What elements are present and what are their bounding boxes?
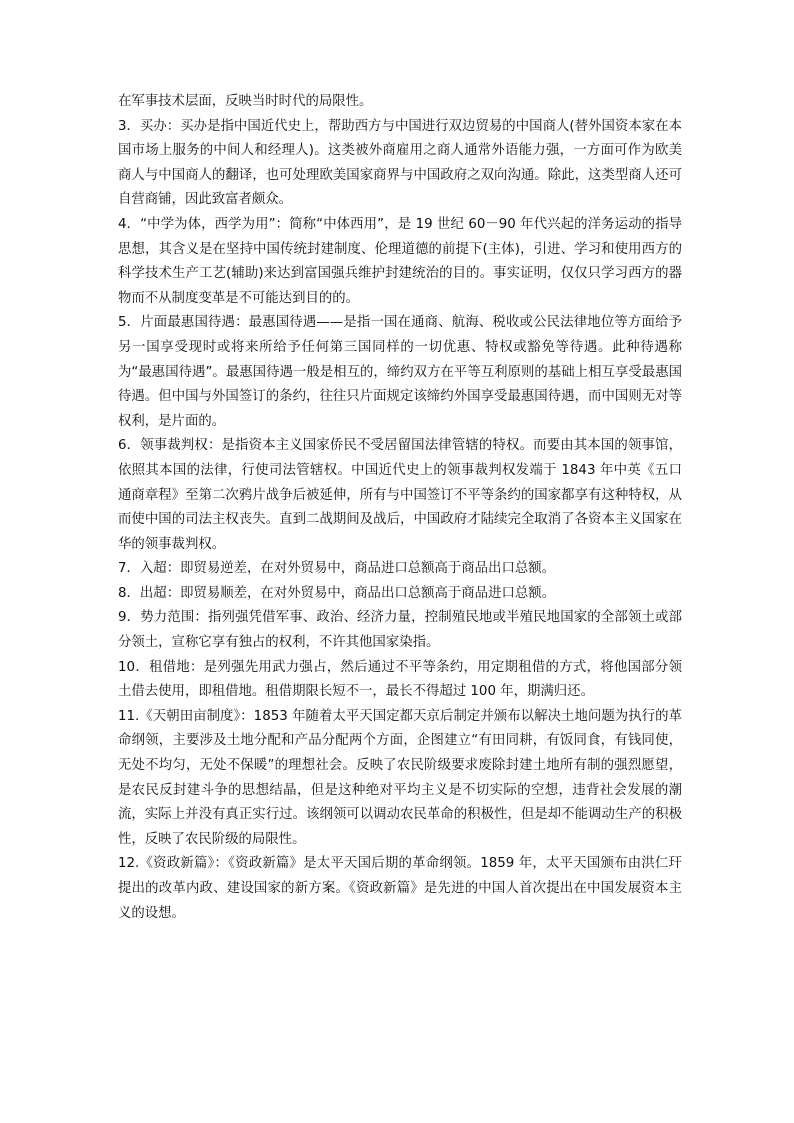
paragraph-unilateral-most-favored-nation: 5．片面最惠国待遇：最惠国待遇——是指一国在通商、航海、税收或公民法律地位等方面给予另一国享受现时或将来所给予任何第三国同样的一切优惠、特权或豁免等待遇。此种待遇称为“最惠国待遇”。最惠国待遇一般是相互的，缔约双方在平等互利原则的基础上相互享受最惠国待遇。但中国与外国签订的条约，往往只片面规定该缔约外国享受最惠国待遇，而中国则无对等权利，是片面的。	[118, 315, 682, 429]
paragraph-leased-territory: 10．租借地：是列强先用武力强占，然后通过不平等条约，用定期租借的方式，将他国部分领土借去使用，即租借地。租借期限长短不一，最长不得超过 100 年，期满归还。	[118, 659, 682, 700]
paragraph-trade-deficit: 7．入超：即贸易逆差，在对外贸易中，商品进口总额高于商品出口总额。	[118, 561, 556, 577]
paragraph-continuation: 在军事技术层面，反映当时时代的局限性。	[118, 94, 373, 109]
document-page	[118, 90, 682, 926]
paragraph-trade-surplus: 8．出超：即贸易顺差，在对外贸易中，商品出口总额高于商品进口总额。	[118, 585, 556, 601]
paragraph-new-treatise-on-government: 12.《资政新篇》：《资政新篇》是太平天国后期的革命纲领。1859 年，太平天国颁布由洪仁玕提出的改革内政、建设国家的新方案。《资政新篇》是先进的中国人首次提出在中国发展资本主义的设想。	[118, 856, 682, 921]
paragraph-heavenly-land-system: 11.《天朝田亩制度》：1853 年随着太平天国定都天京后制定并颁布以解决土地问题为执行的革命纲领，主要涉及土地分配和产品分配两个方面，企图建立“有田同耕，有饭同食，有钱同使，无处不均匀，无处不保暖”的理想社会。反映了农民阶级要求废除封建土地所有制的强烈愿望，是农民反封建斗争的思想结晶，但是这种绝对平均主义是不切实际的空想，违背社会发展的潮流，实际上并没有真正实行过。该纲领可以调动农民革命的积极性，但是却不能调动生产的积极性，反映了农民阶级的局限性。	[118, 708, 682, 847]
paragraph-consular-jurisdiction: 6．领事裁判权：是指资本主义国家侨民不受居留国法律管辖的特权。而要由其本国的领事馆，依照其本国的法律，行使司法管辖权。中国近代史上的领事裁判权发端于 1843 年中英《五口通商章程》至第二次鸦片战争后被延伸，所有与中国签订不平等条约的国家都享有这种特权，从而使中国的司法主权丧失。直到二战期间及战后，中国政府才陆续完全取消了各资本主义国家在华的领事裁判权。	[118, 438, 682, 552]
paragraph-chinese-learning-as-base: 4．“中学为体，西学为用”：简称“中体西用”，是 19 世纪 60－90 年代兴起的洋务运动的指导思想，其含义是在坚持中国传统封建制度、伦理道德的前提下(主体)，引进、学习和使用西方的科学技术生产工艺(辅助)来达到富国强兵维护封建统治的目的。事实证明，仅仅只学习西方的器物而不从制度变革是不可能达到目的的。	[118, 216, 682, 306]
paragraph-comprador: 3．买办：买办是指中国近代史上，帮助西方与中国进行双边贸易的中国商人(替外国资本家在本国市场上服务的中间人和经理人)。这类被外商雇用之商人通常外语能力强，一方面可作为欧美商人与中国商人的翻译，也可处理欧美国家商界与中国政府之双向沟通。除此，这类型商人还可自营商铺，因此致富者颇众。	[118, 118, 682, 208]
paragraph-sphere-of-influence: 9．势力范围：指列强凭借军事、政治、经济力量，控制殖民地或半殖民地国家的全部领土或部分领土，宣称它享有独占的权利，不许其他国家染指。	[118, 610, 682, 651]
